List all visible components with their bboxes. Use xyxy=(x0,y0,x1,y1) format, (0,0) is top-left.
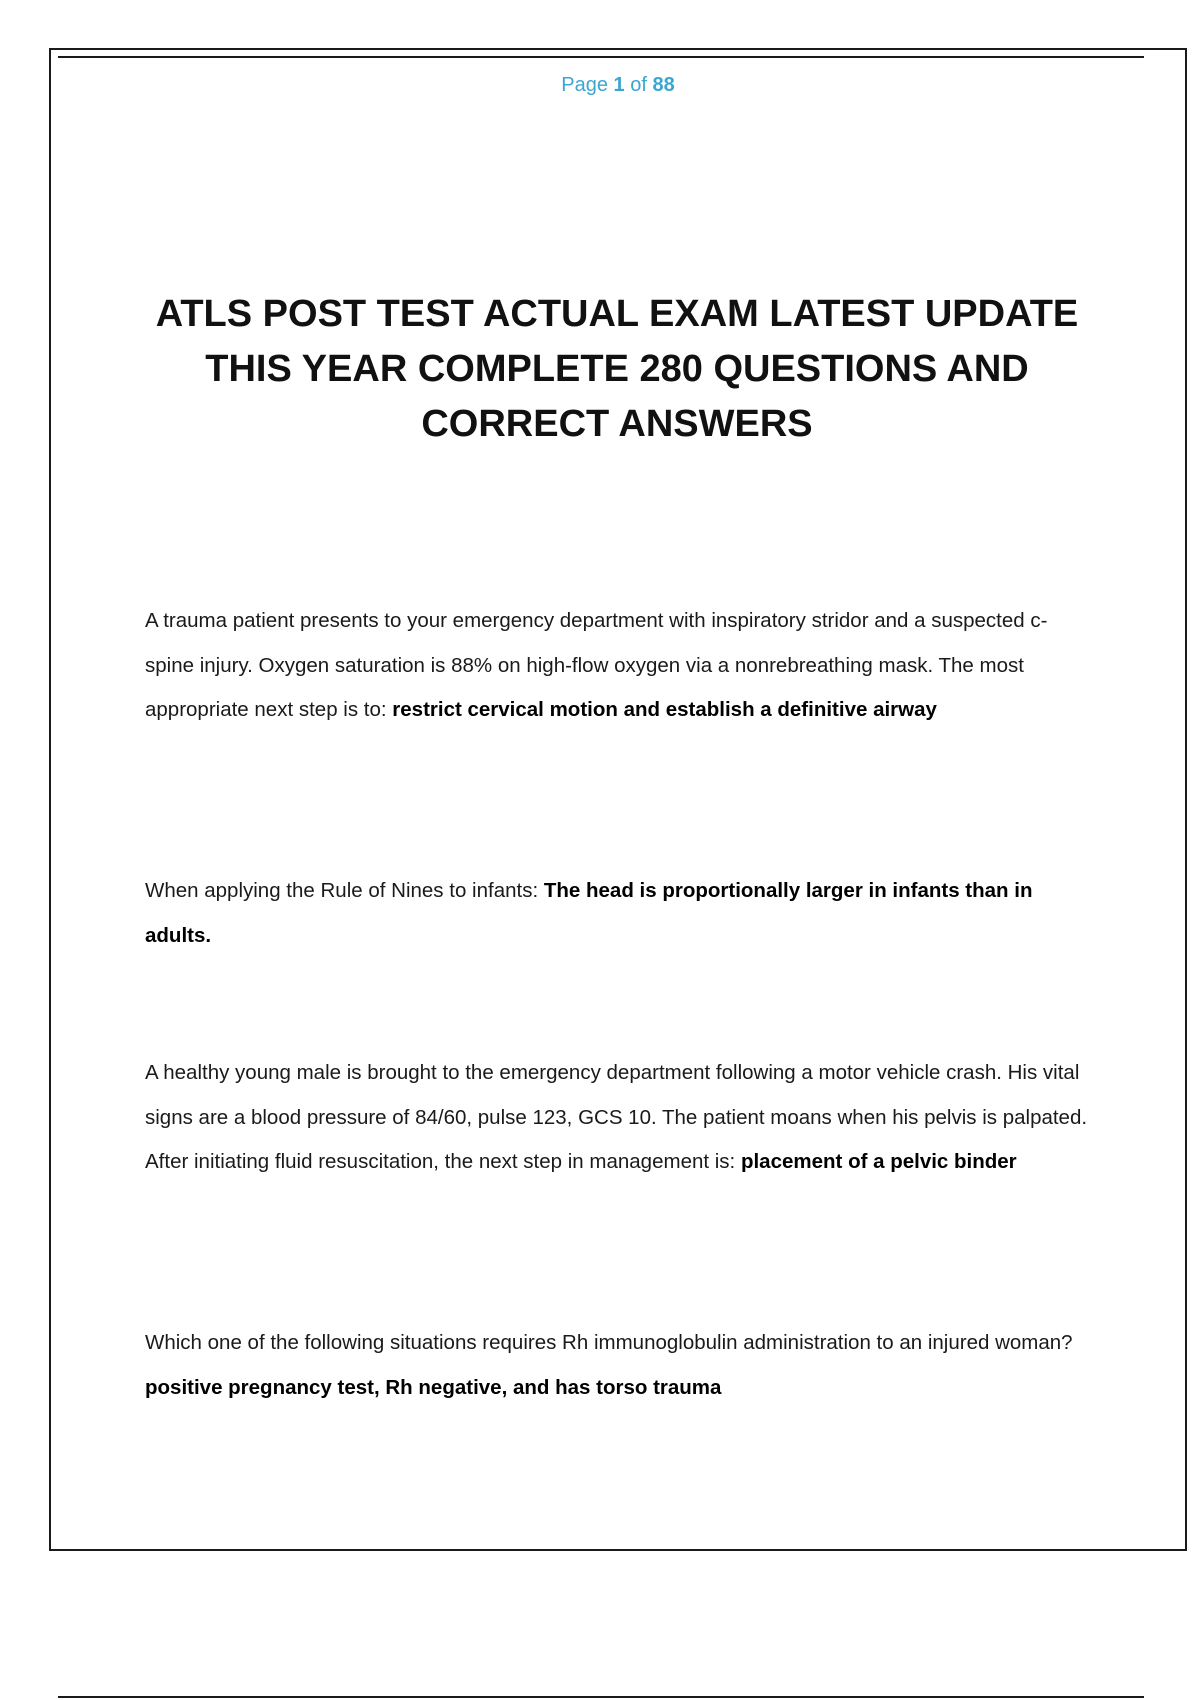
page-word: Page xyxy=(561,74,608,96)
answer-text: positive pregnancy test, Rh negative, and has torso trauma xyxy=(145,1375,722,1399)
header-rule xyxy=(58,56,1144,58)
page-total: 88 xyxy=(652,74,675,96)
answer-text: The head is proportionally larger in infants than in adults. xyxy=(145,879,1033,947)
question-text: A healthy young male is brought to the emergency department following a motor vehicle crash. His vital signs are a blood pressure of 84/60, pulse 123, GCS 10. The patient moans when his pelvis is palpated. After initiating fluid resuscitation, the next step in management is: xyxy=(145,1061,1088,1173)
question-text: When applying the Rule of Nines to infants: xyxy=(145,879,539,902)
question-text: Which one of the following situations requires Rh immunoglobulin administration to an injured woman? xyxy=(145,1331,1073,1354)
page-counter xyxy=(0,74,1200,97)
answer-text: placement of a pelvic binder xyxy=(740,1150,1017,1173)
answer-text: restrict cervical motion and establish a definitive airway xyxy=(392,698,937,721)
qa-item-1 xyxy=(145,599,1090,733)
qa-item-4 xyxy=(145,1321,1090,1410)
page-current: 1 xyxy=(613,74,625,96)
document-title: ATLS POST TEST ACTUAL EXAM LATEST UPDATE THIS YEAR COMPLETE 280 QUESTIONS AND CORRECT ANSWERS xyxy=(155,293,1079,445)
qa-item-3 xyxy=(145,1051,1090,1185)
question-text: A trauma patient presents to your emergency department with inspiratory stridor and a suspected c-spine injury. Oxygen saturation is 88% on high-flow oxygen via a nonrebreathing mask. The most appropriate next step is to: xyxy=(145,609,1048,721)
qa-item-2 xyxy=(145,869,1090,958)
page-of-word: of xyxy=(630,74,647,96)
next-page-rule xyxy=(58,1696,1144,1698)
